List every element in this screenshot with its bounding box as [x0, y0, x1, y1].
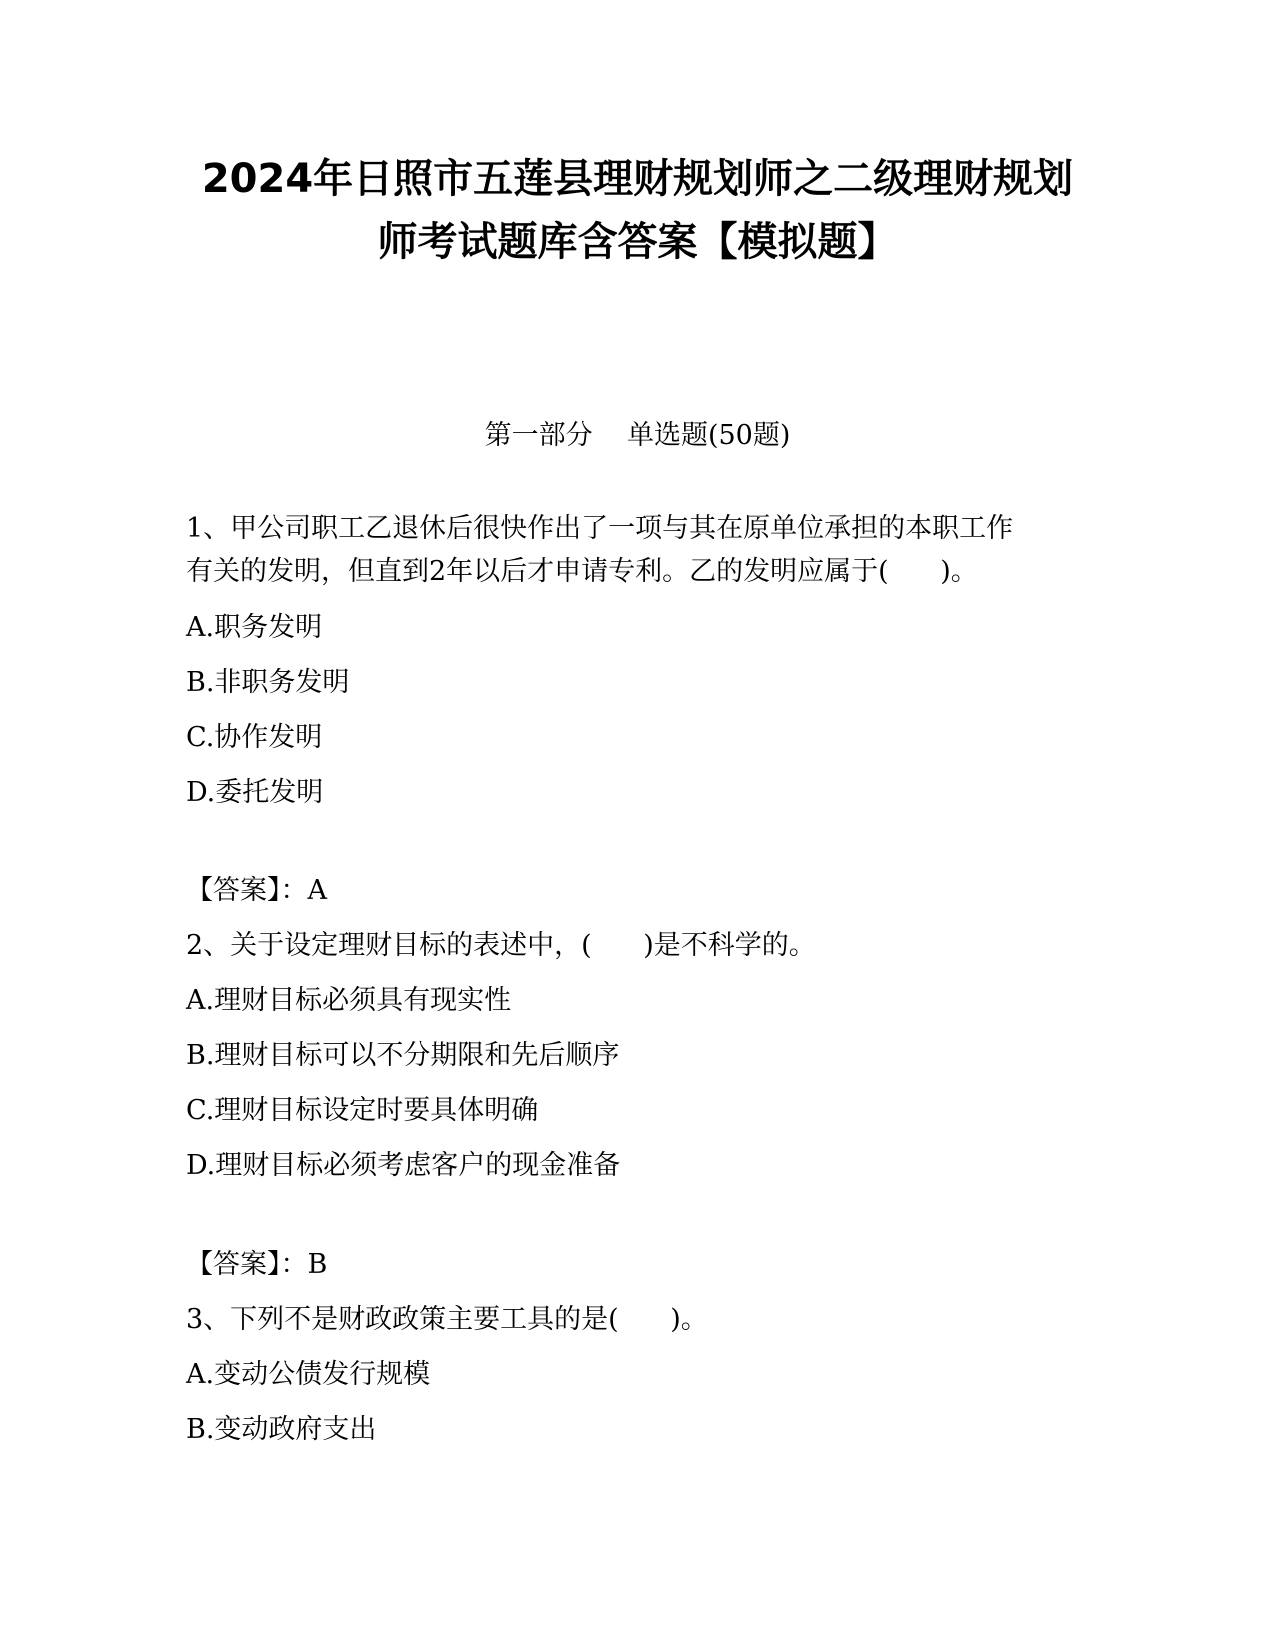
question-2-option-a: A.理财目标必须具有现实性	[186, 985, 512, 1016]
question-1-answer: 【答案】：A	[186, 875, 327, 906]
question-3-option-a: A.变动公债发行规模	[186, 1359, 431, 1390]
question-2-option-c: C.理财目标设定时要具体明确	[186, 1095, 539, 1126]
question-2-option-d: D.理财目标必须考虑客户的现金准备	[186, 1150, 621, 1181]
question-2-stem: 2、关于设定理财目标的表述中，( )是不科学的。	[186, 930, 816, 961]
question-1-option-b: B.非职务发明	[186, 667, 350, 698]
question-2-answer: 【答案】：B	[186, 1249, 328, 1280]
question-1-option-d: D.委托发明	[186, 777, 324, 808]
question-1-stem-line-1: 1、甲公司职工乙退休后很快作出了一项与其在原单位承担的本职工作	[186, 513, 1014, 544]
question-1-option-c: C.协作发明	[186, 722, 323, 753]
question-3-stem: 3、下列不是财政政策主要工具的是( )。	[186, 1304, 708, 1335]
section-heading: 第一部分 单选题(50题)	[484, 420, 791, 451]
question-1-option-a: A.职务发明	[186, 612, 323, 643]
question-2-option-b: B.理财目标可以不分期限和先后顺序	[186, 1040, 620, 1071]
question-3-option-b: B.变动政府支出	[186, 1414, 377, 1445]
document-title-line-1: 2024年日照市五莲县理财规划师之二级理财规划	[201, 156, 1074, 202]
document-title-line-2: 师考试题库含答案【模拟题】	[377, 219, 898, 265]
question-1-stem-line-2: 有关的发明，但直到2年以后才申请专利。乙的发明应属于( )。	[186, 556, 978, 587]
